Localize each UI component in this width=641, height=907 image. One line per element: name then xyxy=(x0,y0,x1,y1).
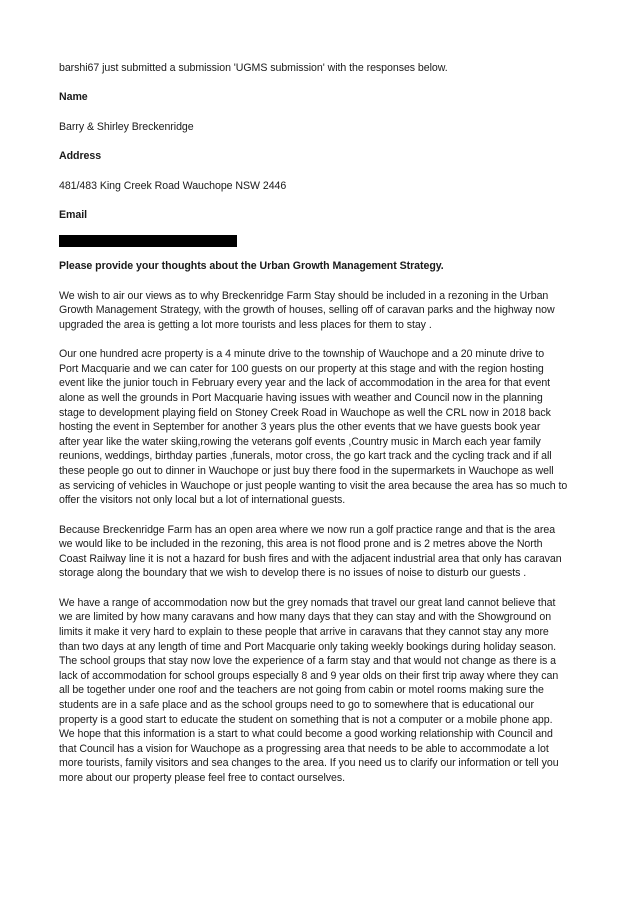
paragraph-line: we are limited by how many caravans and how many days that they can stay and with the Showground on xyxy=(59,611,552,624)
paragraph-line: lack of accommodation for school groups especially 8 and 9 year olds on their first trip away where they can xyxy=(59,669,559,682)
name-value: Barry & Shirley Breckenridge xyxy=(59,120,194,133)
paragraph-line: We wish to air our views as to why Breckenridge Farm Stay should be included in a rezoning in the Urban xyxy=(59,289,549,302)
question-heading: Please provide your thoughts about the Urban Growth Management Strategy. xyxy=(59,260,444,273)
paragraph-2 xyxy=(59,347,587,508)
paragraph-line: these people go out to dinner in Wauchope or just buy there food in the supermarkets in Wauchope as well xyxy=(59,464,554,477)
paragraph-line: students are in a safe place and as the school groups need to go to somewhere that is educational our xyxy=(59,699,534,712)
paragraph-line: we would like to be included in the rezoning, this area is not flood prone and is 2 metres above the North xyxy=(59,538,543,551)
paragraph-line: stage to development playing field on Stoney Creek Road in Wauchope as well the CRL now in 2018 back xyxy=(59,406,551,419)
paragraph-line: as servicing of vehicles in Wauchope or just people wanting to visit the area because the area has so much to xyxy=(59,479,568,492)
paragraph-line: alone as well the grounds in Port Macquarie having issues with weather and Council now in the planning xyxy=(59,391,543,404)
redacted-email-bar xyxy=(59,235,237,247)
paragraph-line: after year like the water skiing,rowing the veterans golf events ,Country music in March each year family xyxy=(59,435,541,448)
paragraph-line: We have a range of accommodation now but the grey nomads that travel our great land cannot believe that xyxy=(59,596,556,609)
paragraph-line: limits it make it very hard to explain to these people that arrive in caravans that they cannot stay any more xyxy=(59,626,549,639)
paragraph-line: Growth Management Strategy, with the growth of houses, selling off of caravan parks and the highway now xyxy=(59,304,555,317)
address-label: Address xyxy=(59,150,102,163)
paragraph-line: Because Breckenridge Farm has an open area where we now run a golf practice range and that is the area xyxy=(59,523,556,536)
submission-document xyxy=(59,61,587,786)
paragraph-line: The school groups that stay now love the experience of a farm stay and that would not change as there is a xyxy=(59,655,557,668)
paragraph-line: Coast Railway line it is not a hazard for bush fires and with the adjacent industrial area that only has caravan xyxy=(59,552,562,565)
paragraph-line: offer the visitors not only local but a lot of international guests. xyxy=(59,494,346,507)
email-label: Email xyxy=(59,209,88,222)
intro-text: barshi67 just submitted a submission 'UGMS submission' with the responses below. xyxy=(59,62,448,74)
name-label: Name xyxy=(59,91,88,104)
paragraph-4 xyxy=(59,596,587,786)
paragraph-line: Port Macquarie and we can cater for 100 guests on our property at this stage and with the region hosting xyxy=(59,362,544,375)
paragraph-line: upgraded the area is getting a lot more tourists and less places for them to stay . xyxy=(59,318,432,331)
paragraph-line: reunions, weddings, birthday parties ,funerals, motor cross, the go kart track and the cycling track and if all xyxy=(59,450,552,463)
paragraph-3 xyxy=(59,523,587,581)
paragraph-line: hosting the event in September for another 3 years plus the other events that we have guests book year xyxy=(59,421,541,434)
paragraph-line: Our one hundred acre property is a 4 minute drive to the township of Wauchope and a 20 minute drive to xyxy=(59,348,545,361)
paragraph-line: event like the junior touch in February every year and the lack of accommodation in the area for that event xyxy=(59,377,551,390)
paragraph-line: that Council has a vision for Wauchope as a progressing area that needs to be able to accommodate a lot xyxy=(59,742,549,755)
paragraph-line: more about our property please feel free to contact ourselves. xyxy=(59,771,346,784)
paragraph-line: property is a good start to educate the student on something that is not a computer or a mobile phone app. xyxy=(59,713,553,726)
paragraph-1 xyxy=(59,289,587,333)
address-value: 481/483 King Creek Road Wauchope NSW 2446 xyxy=(59,179,287,192)
paragraph-line: all be together under one roof and the teachers are not going from cabin or motel rooms making sure the xyxy=(59,684,544,697)
paragraph-line: We hope that this information is a start to what could become a good working relationship with Council and xyxy=(59,728,553,741)
paragraph-line: storage along the boundary that we wish to develop there is no issues of noise to disturb our guests . xyxy=(59,567,527,580)
paragraph-line: than two days at any length of time and Port Macquarie only taking weekly bookings during holiday season. xyxy=(59,640,557,653)
paragraph-line: more tourists, family visitors and sea changes to the area. If you need us to clarify our information or tell you xyxy=(59,757,559,770)
